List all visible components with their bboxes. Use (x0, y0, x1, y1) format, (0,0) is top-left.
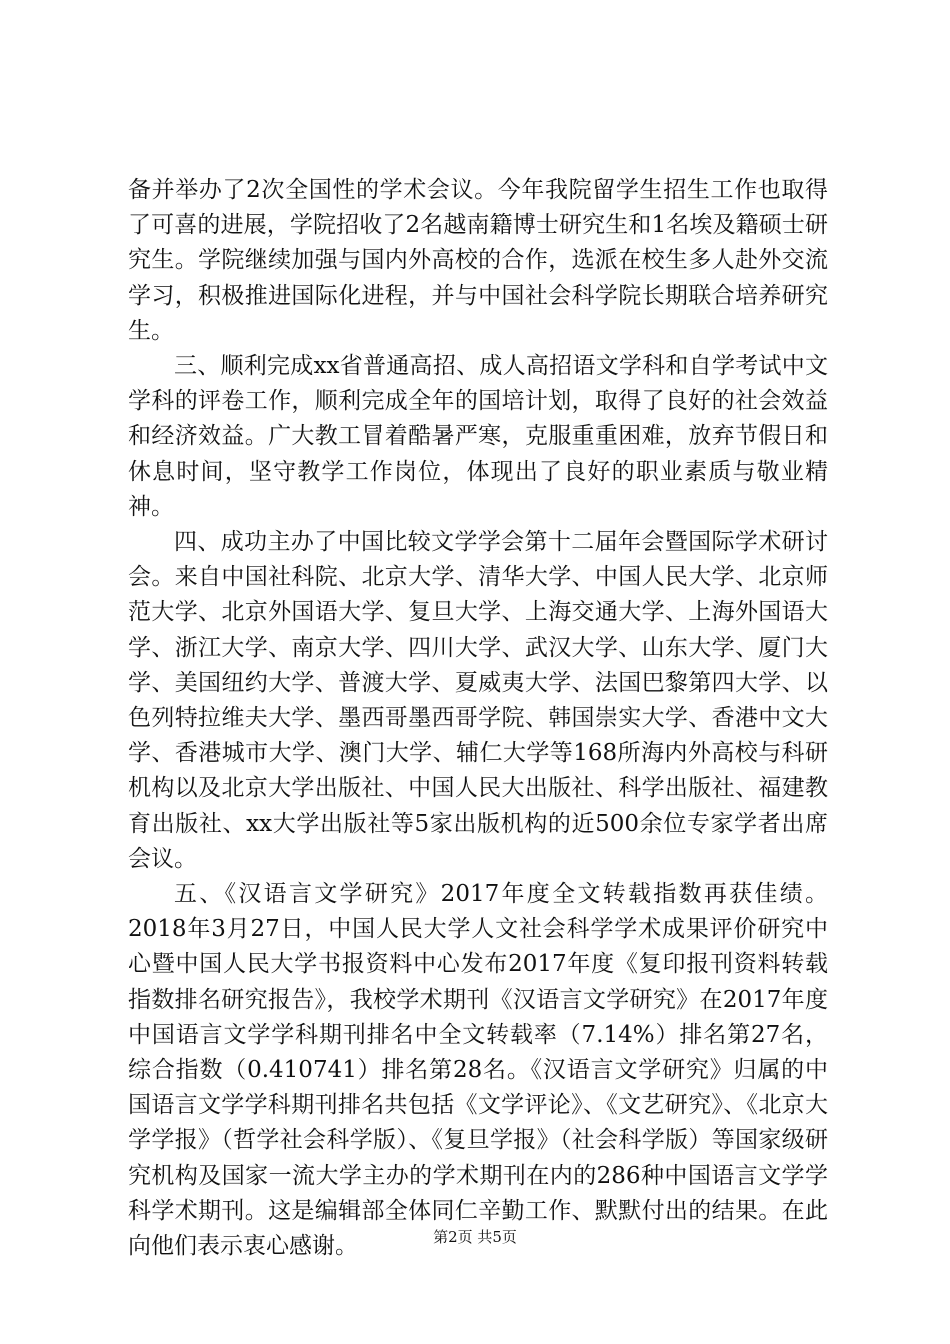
paragraph-item-5: 五、《汉语言文学研究》2017年度全文转载指数再获佳绩。2018年3月27日，中国人民大学人文社会科学学术成果评价研究中心暨中国人民大学书报资料中心发布2017年度《复印报刊资料转载指数排名研究报告》，我校学术期刊《汉语言文学研究》在2017年度中国语言文学学科期刊排名中全文转载率（7.14%）排名第27名，综合指数（0.410741）排名第28名。《汉语言文学研究》归属的中国语言文学学科期刊排名共包括《文学评论》、《文艺研究》、《北京大学学报》（哲学社会科学版）、《复旦学报》（社会科学版）等国家级研究机构及国家一流大学主办的学术期刊在内的286种中国语言文学学科学术期刊。这是编辑部全体同仁辛勤工作、默默付出的结果。在此向他们表示衷心感谢。 (128, 881, 828, 1260)
page-footer: 第2页 共5页 (433, 1228, 517, 1246)
paragraph-continuation: 备并举办了2次全国性的学术会议。今年我院留学生招生工作也取得了可喜的进展，学院招收了2名越南籍博士研究生和1名埃及籍硕士研究生。学院继续加强与国内外高校的合作，选派在校生多人赴外交流学习，积极推进国际化进程，并与中国社会科学院长期联合培养研究生。 (128, 177, 828, 344)
paragraph-item-3: 三、顺利完成xx省普通高招、成人高招语文学科和自学考试中文学科的评卷工作，顺利完成全年的国培计划，取得了良好的社会效益和经济效益。广大教工冒着酷暑严寒，克服重重困难，放弃节假日和休息时间，坚守教学工作岗位，体现出了良好的职业素质与敬业精神。 (128, 353, 828, 520)
paragraph-item-4: 四、成功主办了中国比较文学学会第十二届年会暨国际学术研讨会。来自中国社科院、北京大学、清华大学、中国人民大学、北京师范大学、北京外国语大学、复旦大学、上海交通大学、上海外国语大学、浙江大学、南京大学、四川大学、武汉大学、山东大学、厦门大学、美国纽约大学、普渡大学、夏威夷大学、法国巴黎第四大学、以色列特拉维夫大学、墨西哥墨西哥学院、韩国崇实大学、香港中文大学、香港城市大学、澳门大学、辅仁大学等168所海内外高校与科研机构以及北京大学出版社、中国人民大出版社、科学出版社、福建教育出版社、xx大学出版社等5家出版机构的近500余位专家学者出席会议。 (128, 529, 828, 872)
document-body (128, 173, 828, 1264)
